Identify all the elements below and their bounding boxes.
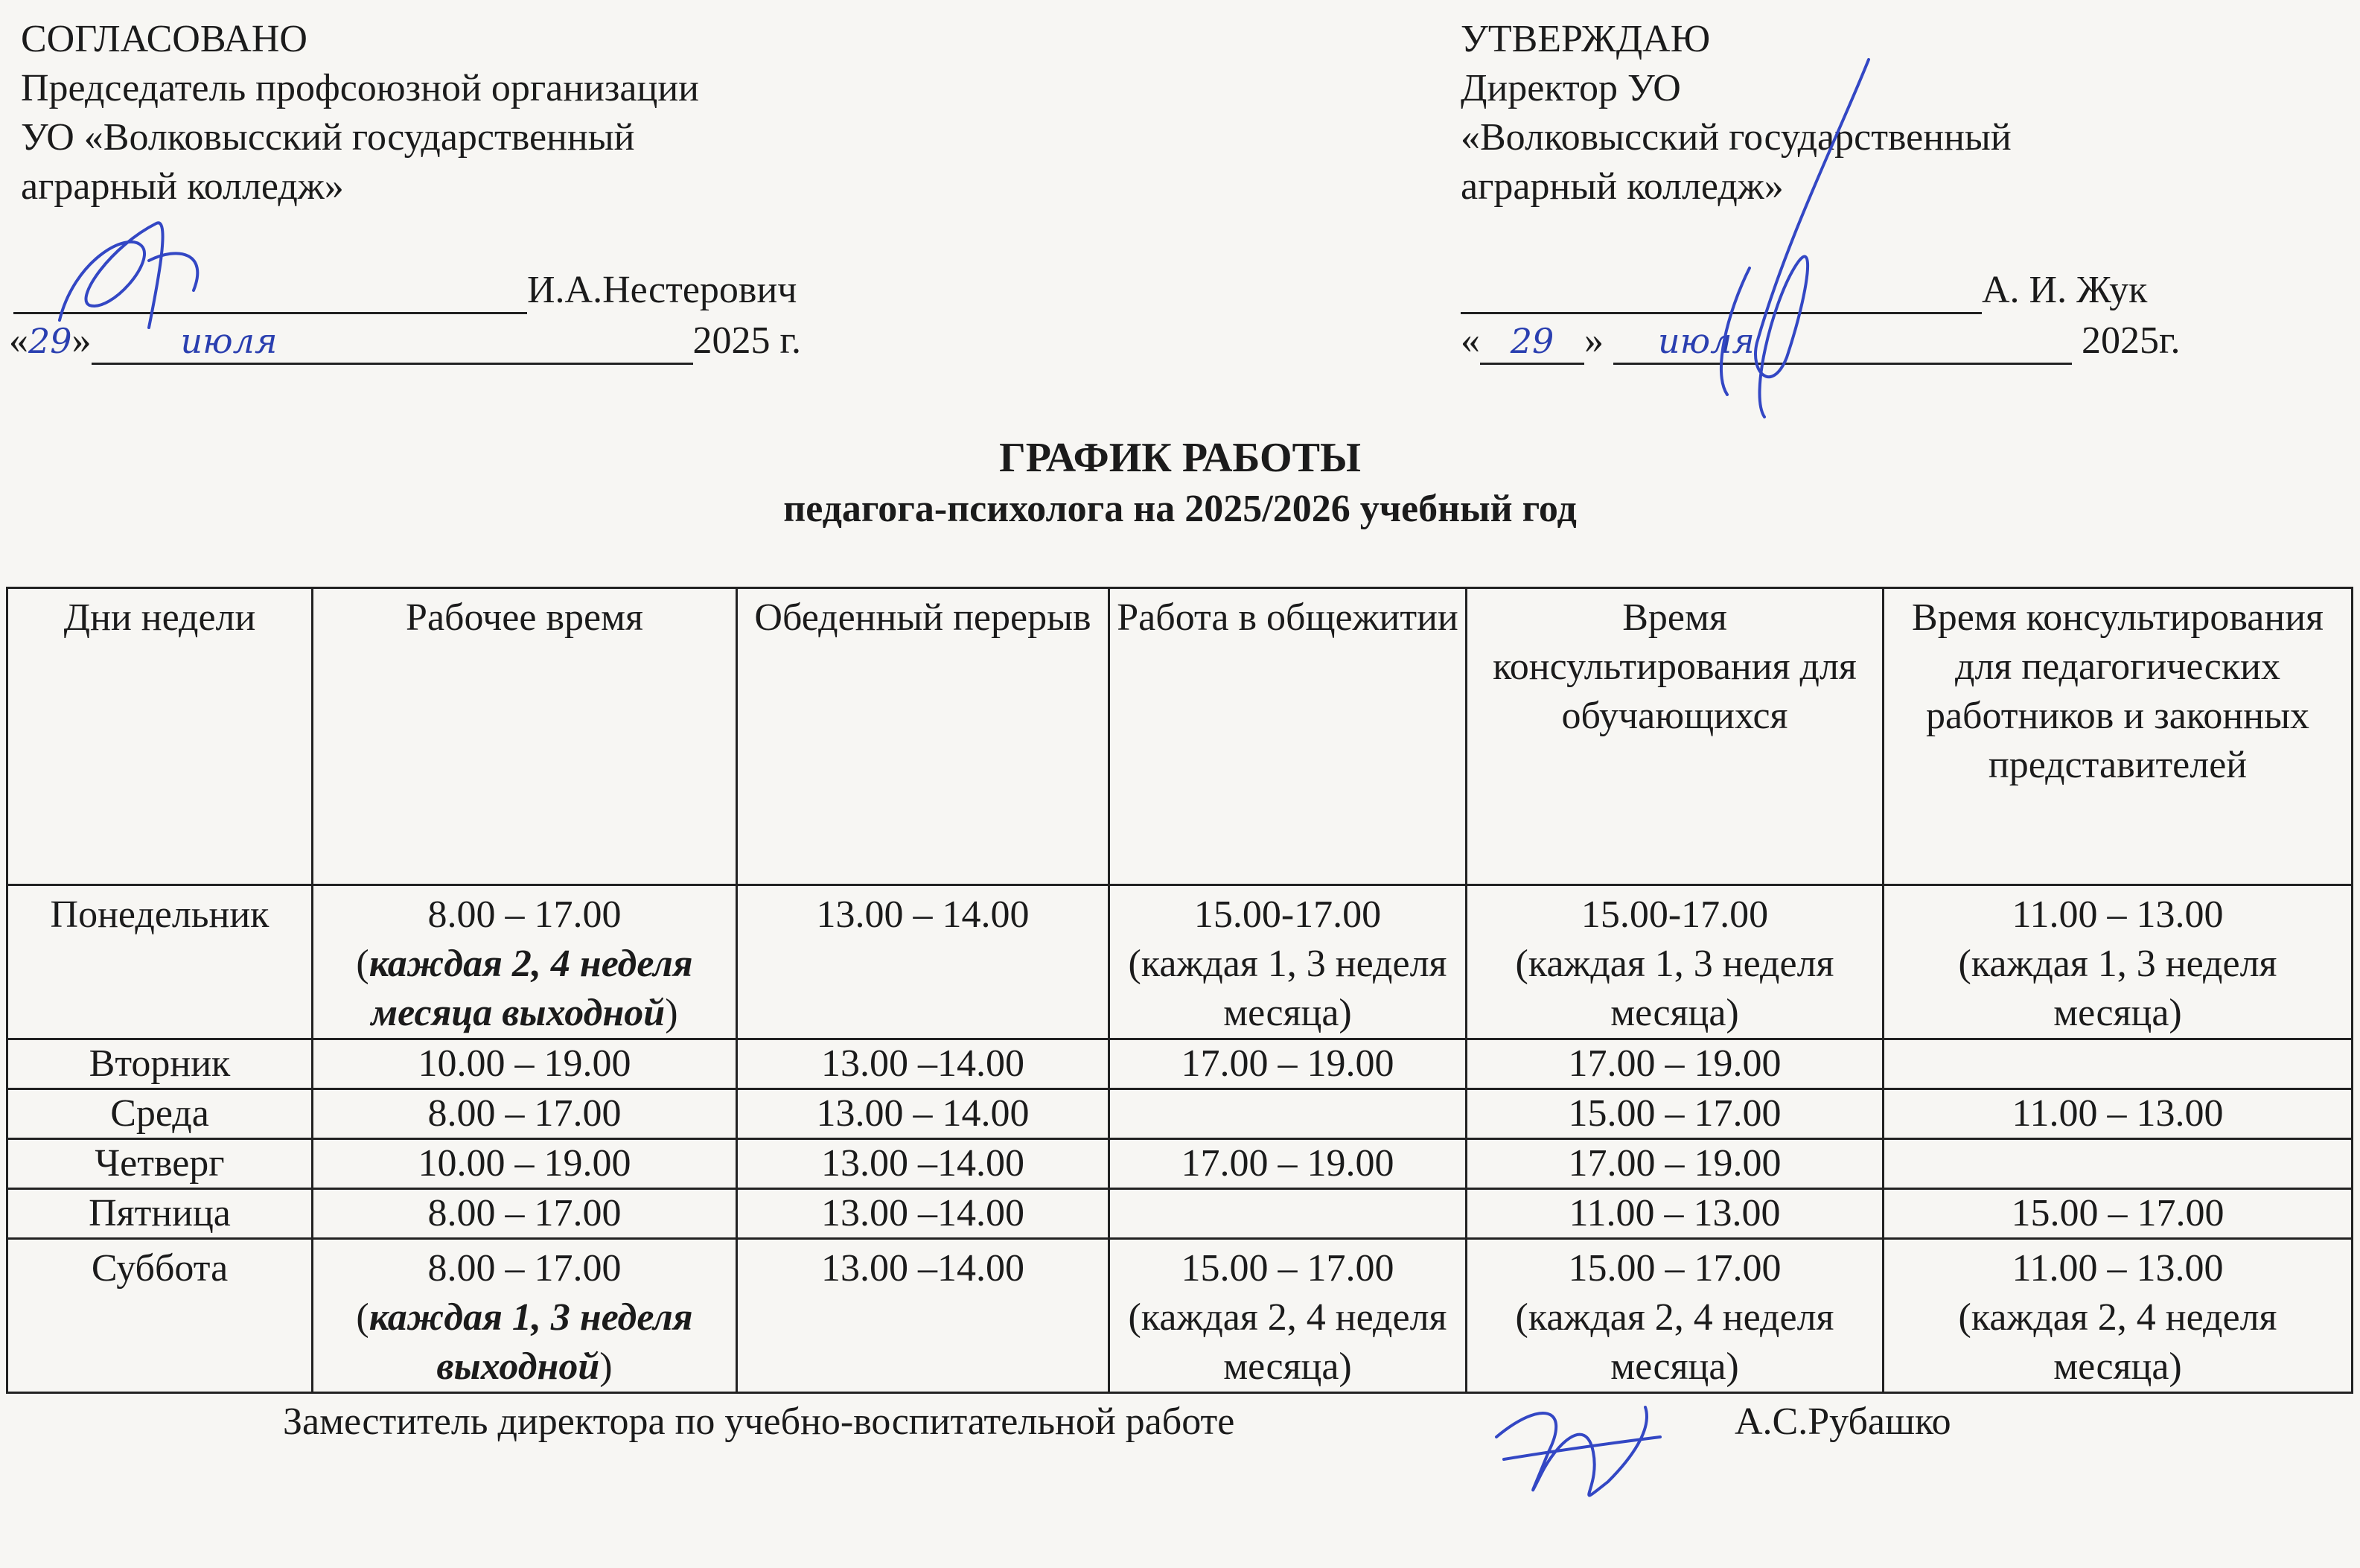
cell-staff: 15.00 – 17.00 (1884, 1189, 2353, 1239)
cell-lunch: 13.00 –14.00 (737, 1039, 1109, 1089)
document-title (0, 432, 2360, 535)
cell-dorm: 17.00 – 19.00 (1109, 1139, 1467, 1189)
approval-heading: СОГЛАСОВАНО (21, 18, 307, 60)
cell-lunch: 13.00 – 14.00 (737, 1089, 1109, 1139)
column-header: Время консультирования для обучающихся (1467, 588, 1884, 885)
date-day-handwritten: 29 (1510, 321, 1554, 361)
cell-work-time: 10.00 – 19.00 (313, 1139, 737, 1189)
cell-students: 17.00 – 19.00 (1467, 1039, 1884, 1089)
quote-close: » (71, 319, 92, 362)
work-time: 8.00 – 17.00 (427, 893, 622, 936)
date-month-handwritten: июля (1658, 321, 1755, 361)
paren-close: ) (599, 1345, 613, 1388)
cell-staff (1884, 885, 2353, 1039)
cell-staff: 11.00 – 13.00 (1884, 1089, 2353, 1139)
paren-open: ( (356, 943, 369, 985)
table-header-row (7, 588, 2353, 885)
date-day-line (1480, 319, 1584, 365)
title-main: ГРАФИК РАБОТЫ (999, 435, 1361, 481)
quote-close: » (1584, 319, 1604, 362)
cell-day: Пятница (7, 1189, 313, 1239)
cell-work-time: 10.00 – 19.00 (313, 1039, 737, 1089)
table-row (7, 1139, 2353, 1189)
column-header: Рабочее время (313, 588, 737, 885)
table-row (7, 1089, 2353, 1139)
cell-staff (1884, 1139, 2353, 1189)
approval-line: аграрный колледж» (1461, 165, 1784, 208)
cell-students: 17.00 – 19.00 (1467, 1139, 1884, 1189)
paren-close: ) (665, 992, 678, 1034)
work-note (319, 940, 730, 1038)
cell-dorm (1109, 1089, 1467, 1139)
students-time: 15.00-17.00 (1581, 893, 1769, 936)
column-header: Дни недели (7, 588, 313, 885)
schedule-table (6, 587, 2353, 1394)
date-day-handwritten: 29 (28, 321, 72, 361)
students-note: (каждая 1, 3 неделя месяца) (1515, 943, 1834, 1034)
paren-open: ( (356, 1296, 369, 1339)
table-row (7, 1039, 2353, 1089)
approval-heading: УТВЕРЖДАЮ (1461, 18, 1711, 60)
work-note-text: каждая 2, 4 неделя месяца выходной (369, 943, 693, 1034)
staff-time: 11.00 – 13.00 (2012, 893, 2224, 936)
column-header: Работа в общежитии (1109, 588, 1467, 885)
students-time: 15.00 – 17.00 (1568, 1247, 1782, 1290)
cell-lunch: 13.00 –14.00 (737, 1139, 1109, 1189)
work-note-text: каждая 1, 3 неделя выходной (369, 1296, 693, 1388)
cell-lunch: 13.00 –14.00 (737, 1189, 1109, 1239)
dorm-time: 15.00-17.00 (1193, 893, 1382, 936)
table-row (7, 885, 2353, 1039)
approval-line: аграрный колледж» (21, 165, 344, 208)
work-note (319, 1293, 730, 1392)
date-month-handwritten: июля (180, 321, 278, 361)
quote-open: « (9, 319, 28, 362)
cell-work-time: 8.00 – 17.00 (313, 1089, 737, 1139)
table-row (7, 1239, 2353, 1393)
staff-note: (каждая 2, 4 неделя месяца) (1958, 1296, 2277, 1388)
footer-position: Заместитель директора по учебно-воспитательной работе (283, 1400, 1235, 1443)
signer-name: И.А.Нестерович (527, 269, 797, 311)
cell-students: 15.00 – 17.00 (1467, 1089, 1884, 1139)
signature-left-icon (45, 201, 238, 350)
cell-work-time: 8.00 – 17.00 (313, 1189, 737, 1239)
footer-signer: А.С.Рубашко (1735, 1400, 1951, 1443)
staff-time: 11.00 – 13.00 (2012, 1247, 2224, 1290)
cell-lunch: 13.00 – 14.00 (737, 885, 1109, 1039)
column-header: Обеденный перерыв (737, 588, 1109, 885)
dorm-note: (каждая 1, 3 неделя месяца) (1128, 943, 1447, 1034)
cell-lunch: 13.00 –14.00 (737, 1239, 1109, 1393)
signature-right-icon (1660, 45, 1898, 432)
cell-dorm: 17.00 – 19.00 (1109, 1039, 1467, 1089)
approval-line: Председатель профсоюзной организации (21, 67, 699, 109)
cell-students: 11.00 – 13.00 (1467, 1189, 1884, 1239)
students-note: (каждая 2, 4 неделя месяца) (1515, 1296, 1834, 1388)
quote-open: « (1461, 319, 1480, 362)
signer-name: А. И. Жук (1982, 269, 2148, 311)
cell-day: Вторник (7, 1039, 313, 1089)
cell-day: Суббота (7, 1239, 313, 1393)
cell-day: Среда (7, 1089, 313, 1139)
approval-line: УО «Волковысский государственный (21, 116, 635, 159)
staff-note: (каждая 1, 3 неделя месяца) (1958, 943, 2277, 1034)
signature-footer-icon (1482, 1385, 1675, 1519)
cell-dorm (1109, 1189, 1467, 1239)
approval-line: Директор УО (1461, 67, 1681, 109)
cell-students (1467, 885, 1884, 1039)
work-time: 8.00 – 17.00 (427, 1247, 622, 1290)
title-sub: педагога-психолога на 2025/2026 учебный год (783, 488, 1577, 530)
cell-students (1467, 1239, 1884, 1393)
cell-dorm (1109, 1239, 1467, 1393)
date-year: 2025 г. (692, 319, 802, 362)
table-row (7, 1189, 2353, 1239)
cell-work-time (313, 885, 737, 1039)
cell-staff (1884, 1239, 2353, 1393)
cell-staff (1884, 1039, 2353, 1089)
dorm-note: (каждая 2, 4 неделя месяца) (1128, 1296, 1447, 1388)
date-year: 2025г. (2082, 319, 2181, 362)
dorm-time: 15.00 – 17.00 (1181, 1247, 1394, 1290)
cell-day: Четверг (7, 1139, 313, 1189)
approval-line: «Волковысский государственный (1461, 116, 2012, 159)
approval-block-left (21, 15, 699, 211)
cell-day: Понедельник (7, 885, 313, 1039)
cell-dorm (1109, 885, 1467, 1039)
cell-work-time (313, 1239, 737, 1393)
column-header: Время консультирования для педагогических работников и законных представителей (1884, 588, 2353, 885)
